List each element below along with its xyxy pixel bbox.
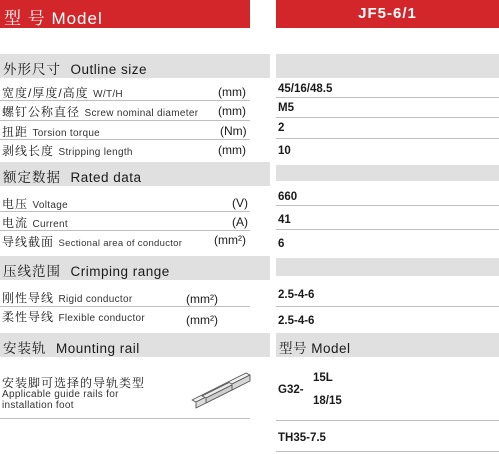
divider <box>276 117 499 118</box>
row-unit: (mm) <box>218 85 246 99</box>
g32-prefix: G32- <box>278 384 304 396</box>
outline-row <box>2 103 198 121</box>
outline-row <box>2 142 133 160</box>
row-label-en: Stripping length <box>58 147 133 158</box>
row-value: M5 <box>278 102 294 114</box>
row-value: 660 <box>278 191 298 203</box>
divider <box>276 97 499 98</box>
rated-row <box>2 233 182 251</box>
rated-title-en: Rated data <box>70 170 142 185</box>
divider <box>0 418 250 419</box>
divider <box>0 120 250 121</box>
row-label-en: Rigid conductor <box>58 294 133 305</box>
outline-title-en: Outline size <box>70 62 148 77</box>
row-label-cn: 螺钉公称直径 <box>2 105 81 119</box>
row-value: 41 <box>278 214 291 226</box>
row-label-cn: 宽度/厚度/高度 <box>2 86 89 100</box>
mounting-right-title: 型号 Model <box>279 341 351 356</box>
row-label-en: Voltage <box>32 200 68 211</box>
row-label-en: Current <box>32 219 68 230</box>
din-rail-icon <box>188 372 252 412</box>
mounting-desc-en-2: installation foot <box>2 400 74 411</box>
row-label-cn: 剥线长度 <box>2 144 55 158</box>
row-label-cn: 导线截面 <box>2 235 55 249</box>
rated-section-title <box>3 166 142 186</box>
divider <box>0 211 250 212</box>
mounting-title-en: Mounting rail <box>56 341 140 356</box>
outline-section-title <box>3 58 147 78</box>
model-header-value: JF5-6/1 <box>358 5 417 22</box>
divider <box>0 100 250 101</box>
row-label-en: Torsion torque <box>32 128 101 139</box>
rated-section-header-right <box>276 165 499 181</box>
outline-section-header-right <box>276 54 499 78</box>
crimping-row <box>2 308 145 326</box>
row-value: 2 <box>278 122 285 134</box>
rated-title-cn: 额定数据 <box>3 170 61 185</box>
row-unit: (mm) <box>218 104 246 118</box>
crimping-title-cn: 压线范围 <box>3 264 61 279</box>
mounting-section-title <box>3 337 140 357</box>
row-value: 10 <box>278 145 291 157</box>
divider <box>276 451 499 452</box>
row-value: 2.5-4-6 <box>278 289 315 301</box>
crimping-section-title <box>3 260 170 280</box>
row-label-cn: 电压 <box>2 197 29 211</box>
mounting-title-cn: 安装轨 <box>3 341 47 356</box>
row-value: 2.5-4-6 <box>278 315 315 327</box>
mounting-desc-en-1: Applicable guide rails for <box>2 389 119 400</box>
row-unit: (mm²) <box>214 233 246 247</box>
row-value: 45/16/48.5 <box>278 83 333 95</box>
row-unit: (Nm) <box>220 124 247 138</box>
row-unit: (mm²) <box>186 313 218 327</box>
divider <box>276 306 499 307</box>
row-unit: (V) <box>232 196 248 210</box>
outline-title-cn: 外形尺寸 <box>3 62 61 77</box>
divider <box>276 138 499 139</box>
row-value: 6 <box>278 238 285 250</box>
row-unit: (mm²) <box>186 292 218 306</box>
row-label-cn: 扭距 <box>2 125 29 139</box>
row-label-en: Screw nominal diameter <box>84 108 199 119</box>
mounting-desc-cn: 安装脚可选择的导轨类型 <box>2 376 146 390</box>
divider <box>0 230 250 231</box>
row-label-en: W/T/H <box>93 89 123 100</box>
th35-value: TH35-7.5 <box>278 432 326 444</box>
model-header-label: 型 号 Model <box>4 9 103 28</box>
divider <box>276 420 499 421</box>
row-unit: (mm) <box>218 143 246 157</box>
row-label-cn: 电流 <box>2 216 29 230</box>
row-label-en: Sectional area of conductor <box>58 238 183 249</box>
divider <box>276 229 499 230</box>
row-label-cn: 柔性导线 <box>2 310 55 324</box>
divider <box>0 139 250 140</box>
g32-top: 15L <box>313 372 333 384</box>
divider <box>276 205 499 206</box>
row-label-en: Flexible conductor <box>58 313 146 324</box>
crimping-title-en: Crimping range <box>70 264 170 279</box>
crimping-row <box>2 289 132 307</box>
divider <box>0 306 250 307</box>
crimping-section-header-right <box>276 258 499 276</box>
row-label-cn: 刚性导线 <box>2 291 55 305</box>
row-unit: (A) <box>232 215 248 229</box>
g32-bottom: 18/15 <box>313 395 342 407</box>
